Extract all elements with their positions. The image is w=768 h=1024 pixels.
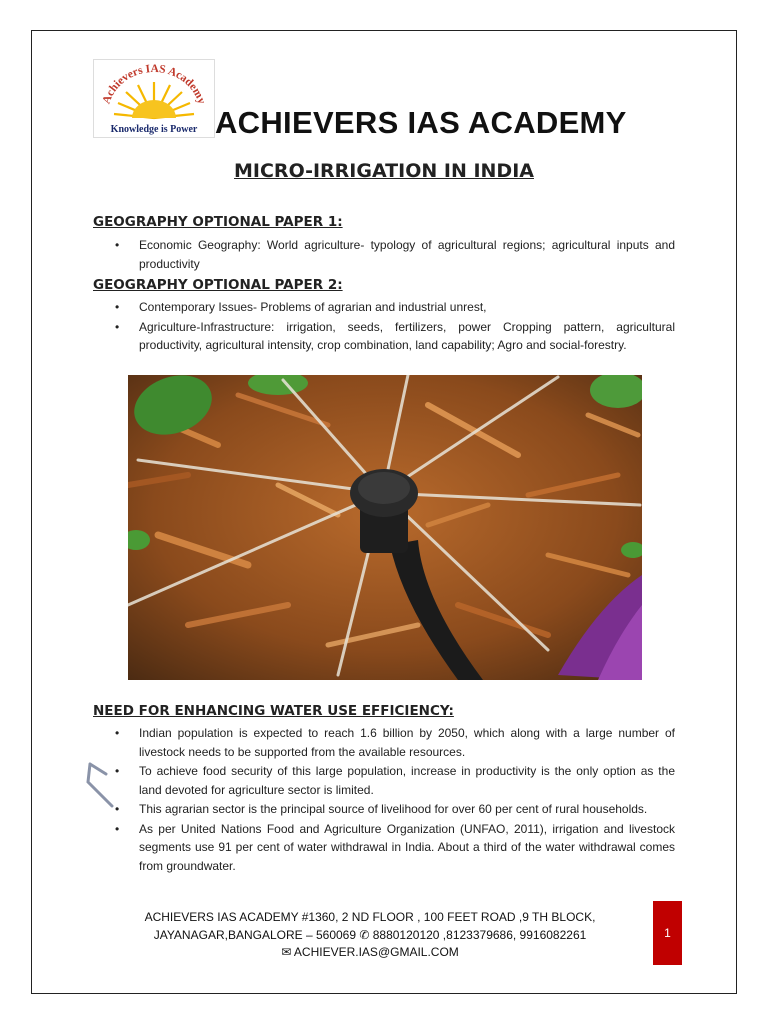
list-item: • To achieve food security of this large population, increase in productivity is the only option as the land devoted for agriculture sector is limited.	[93, 762, 675, 799]
page-title: MICRO-IRRIGATION IN INDIA	[234, 160, 534, 182]
academy-name: ACHIEVERS IAS ACADEMY	[215, 105, 627, 140]
list-item: • Economic Geography: World agriculture- typology of agricultural regions; agricultural inputs and productivity	[93, 236, 675, 273]
pen-mark-icon	[84, 758, 118, 814]
footer-line-phone: JAYANAGAR,BANGALORE – 560069 ✆ 8880120120 ,8123379686, 9916082261	[153, 927, 587, 942]
logo-tagline: Knowledge is Power	[110, 124, 198, 135]
bullet-list-paper-1	[93, 236, 675, 274]
footer-line-address: ACHIEVERS IAS ACADEMY #1360, 2 ND FLOOR , 100 FEET ROAD ,9 TH BLOCK,	[144, 910, 596, 924]
list-item: • This agrarian sector is the principal source of livelihood for over 60 per cent of rural households.	[93, 800, 675, 819]
micro-sprinkler-photo	[128, 375, 642, 680]
bullet-list-water-efficiency	[93, 724, 675, 876]
section-heading-water-efficiency: NEED FOR ENHANCING WATER USE EFFICIENCY:	[93, 703, 454, 719]
list-item: • Agriculture-Infrastructure: irrigation, seeds, fertilizers, power Cropping pattern, agricultural productivity, agricultural intensity, crop combination, land capability; Agro and social-forestry.	[93, 318, 675, 355]
list-item: • Indian population is expected to reach 1.6 billion by 2050, which along with a large number of livestock needs to be supported from the available resources.	[93, 724, 675, 761]
list-item: • Contemporary Issues- Problems of agrarian and industrial unrest,	[93, 298, 675, 317]
section-heading-paper-2: GEOGRAPHY OPTIONAL PAPER 2:	[93, 277, 343, 293]
footer-line-email: ✉ ACHIEVER.IAS@GMAIL.COM	[281, 945, 459, 959]
page-number-badge	[653, 901, 682, 965]
bullet-list-paper-2	[93, 298, 675, 356]
academy-logo	[93, 59, 215, 138]
list-item: • As per United Nations Food and Agriculture Organization (UNFAO, 2011), irrigation and livestock segments use 91 per cent of water withdrawal in India. About a third of the water withdrawal comes from groundwater.	[93, 820, 675, 876]
page-title-wrapper	[0, 160, 768, 182]
section-heading-paper-1: GEOGRAPHY OPTIONAL PAPER 1:	[93, 214, 343, 230]
sun-logo-icon	[94, 60, 214, 126]
page-number: 1	[664, 926, 671, 940]
footer-address	[120, 909, 620, 962]
logo-arc-text: Achievers IAS Academy	[100, 62, 208, 106]
